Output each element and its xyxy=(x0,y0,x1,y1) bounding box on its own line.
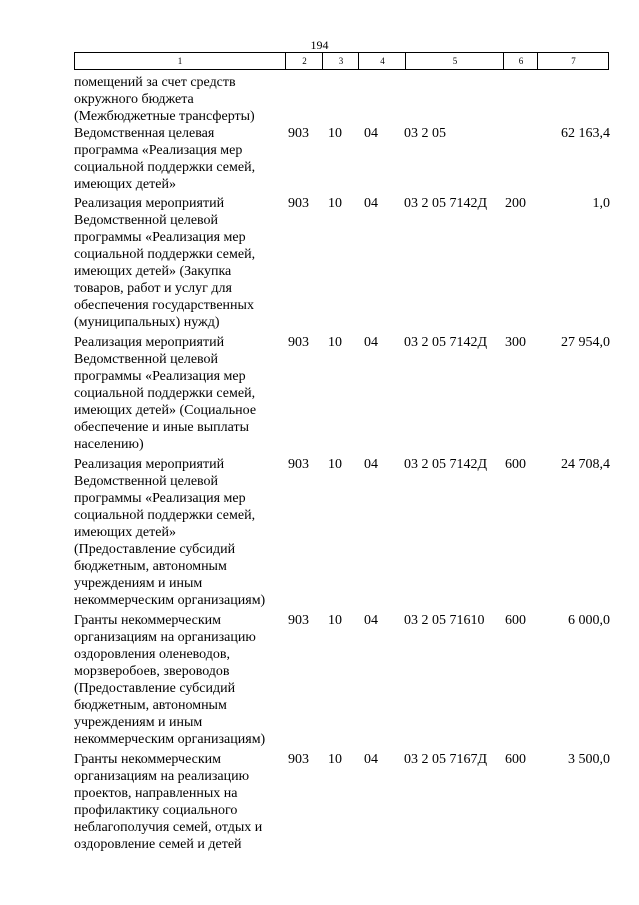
row-admin-code: 903 xyxy=(288,335,309,350)
row-amount: 1,0 xyxy=(592,196,610,211)
row-section-code: 10 xyxy=(328,126,342,141)
column-header-2: 2 xyxy=(285,53,323,69)
row-amount: 6 000,0 xyxy=(568,613,610,628)
row-amount: 62 163,4 xyxy=(561,126,610,141)
row-target-code: 03 2 05 7142Д xyxy=(404,196,488,211)
column-header-1: 1 xyxy=(177,56,183,66)
row-amount: 24 708,4 xyxy=(561,457,610,472)
row-target-code: 03 2 05 71610 xyxy=(404,613,485,628)
row-description: Гранты некоммерческим организациям на реализацию проектов, направленных на профилактику социального неблагополучия семей, отдых и оздоровление семей и детей xyxy=(74,752,263,852)
row-expense-type: 600 xyxy=(505,457,526,472)
column-header-3: 3 xyxy=(322,53,359,69)
row-target-code: 03 2 05 7142Д xyxy=(404,335,488,350)
row-subsection-code: 04 xyxy=(364,335,378,350)
row-expense-type: 600 xyxy=(505,752,526,767)
row-expense-type: 600 xyxy=(505,613,526,628)
page-number: 194 xyxy=(310,38,329,52)
row-target-code: 03 2 05 7167Д xyxy=(404,752,488,767)
row-admin-code: 903 xyxy=(288,126,309,141)
column-header-5: 5 xyxy=(405,53,504,69)
column-header-7: 7 xyxy=(537,53,609,69)
column-header-6: 6 xyxy=(503,53,538,69)
row-description: Гранты некоммерческим организациям на организацию оздоровления оленеводов, морзверобоев, звероводов (Предоставление субсидий бюджетным, автономным учреждениям и иным некоммерческим организациям) xyxy=(74,613,266,747)
row-section-code: 10 xyxy=(328,335,342,350)
row-description: Реализация мероприятий Ведомственной целевой программы «Реализация мер социальной поддержки семей, имеющих детей» (Предоставление субсидий бюджетным, автономным учреждениям и иным некоммерческим организациям) xyxy=(74,457,266,608)
row-expense-type: 200 xyxy=(505,196,526,211)
row-admin-code: 903 xyxy=(288,752,309,767)
row-target-code: 03 2 05 xyxy=(404,126,446,141)
row-target-code: 03 2 05 7142Д xyxy=(404,457,488,472)
row-description: Ведомственная целевая программа «Реализация мер социальной поддержки семей, имеющих детей» xyxy=(74,126,256,192)
row-subsection-code: 04 xyxy=(364,196,378,211)
row-description: Реализация мероприятий Ведомственной целевой программы «Реализация мер социальной поддержки семей, имеющих детей» (Социальное обеспечение и иные выплаты населению) xyxy=(74,335,257,452)
row-subsection-code: 04 xyxy=(364,613,378,628)
row-subsection-code: 04 xyxy=(364,126,378,141)
row-admin-code: 903 xyxy=(288,196,309,211)
row-description: Реализация мероприятий Ведомственной целевой программы «Реализация мер социальной поддержки семей, имеющих детей» (Закупка товаров, работ и услуг для обеспечения государственных (муниципальных) нужд) xyxy=(74,196,256,330)
row-section-code: 10 xyxy=(328,613,342,628)
row-subsection-code: 04 xyxy=(364,457,378,472)
row-expense-type: 300 xyxy=(505,335,526,350)
row-section-code: 10 xyxy=(328,457,342,472)
column-header-4: 4 xyxy=(358,53,406,69)
row-subsection-code: 04 xyxy=(364,752,378,767)
row-section-code: 10 xyxy=(328,196,342,211)
row-amount: 3 500,0 xyxy=(568,752,610,767)
row-admin-code: 903 xyxy=(288,457,309,472)
row-amount: 27 954,0 xyxy=(561,335,610,350)
row-section-code: 10 xyxy=(328,752,342,767)
row-description: помещений за счет средств окружного бюджета (Межбюджетные трансферты) xyxy=(74,75,255,124)
row-admin-code: 903 xyxy=(288,613,309,628)
table-header xyxy=(74,52,609,70)
